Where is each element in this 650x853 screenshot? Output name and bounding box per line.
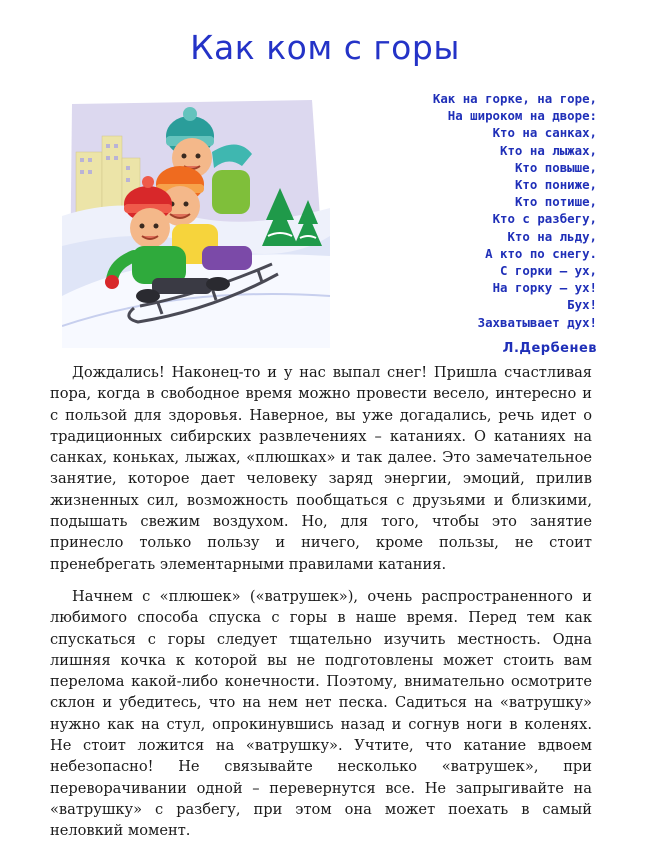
poem [400,90,597,357]
poem-line: Кто на санках, [492,125,597,141]
sledding-children-illustration [62,96,330,348]
poem-line: Кто повыше, [514,159,597,175]
article-body [50,362,592,853]
poem-line: А кто по снегу. [485,245,597,261]
poem-line: Кто на лыжах, [500,142,597,158]
poem-line: На широком на дворе: [447,108,597,124]
poem-line: Кто с разбегу, [492,211,597,227]
poem-line: Кто пониже, [514,177,597,193]
poem-line: Захватывает дух! [477,314,597,330]
poem-author: Л.Дербенев [502,340,597,356]
poem-line: Бух! [567,297,597,313]
poem-line: С горки – ух, [500,263,597,279]
paragraph: Дождались! Наконец-то и у нас выпал снег! Пришла счастливая пора, когда в свободное время можно провести весело, интересно и с пользой для здоровья. Наверное, вы уже догадались, речь идет о традиционных сибирских развлечениях – катаниях. О катаниях на санках, коньках, лыжах, «плюшках» и так далее. Это замечательное занятие, которое дает человеку заряд энергии, эмоций, прилив жизненных сил, возможность пообщаться с друзьями и близкими, подышать свежим воздухом. Но, для того, чтобы это занятие принесло только пользу и ничего, кроме пользы, не стоит пренебрегать элементарными правилами катания. [50,364,592,573]
page-title: Как ком с горы [190,28,460,67]
poem-line: Кто потише, [514,194,597,210]
poem-line: Как на горке, на горе, [432,91,597,106]
poem-line: На горку – ух! [492,280,597,296]
paragraph: Начнем с «плюшек» («ватрушек»), очень распространенного и любимого способа спуска с горы в наше время. Перед тем как спускаться с горы следует тщательно изучить местность. Одна лишняя кочка к которой вы не подготовлены может стоить вам перелома какой-либо конечности. Поэтому, внимательно осмотрите склон и убедитесь, что на нем нет песка. Садиться на «ватрушку» нужно как на стул, опрокинувшись назад и согнув ноги в коленях. Не стоит ложится на «ватрушку». Учтите, что катание вдвоем небезопасно! Не связывайте несколько «ватрушек», при переворачивании одной – перевернутся все. Не запрыгивайте на «ватрушку» с разбегу, при этом она может поехать в самый неловкий момент. [50,587,592,840]
poem-line: Кто на льду, [507,228,597,244]
